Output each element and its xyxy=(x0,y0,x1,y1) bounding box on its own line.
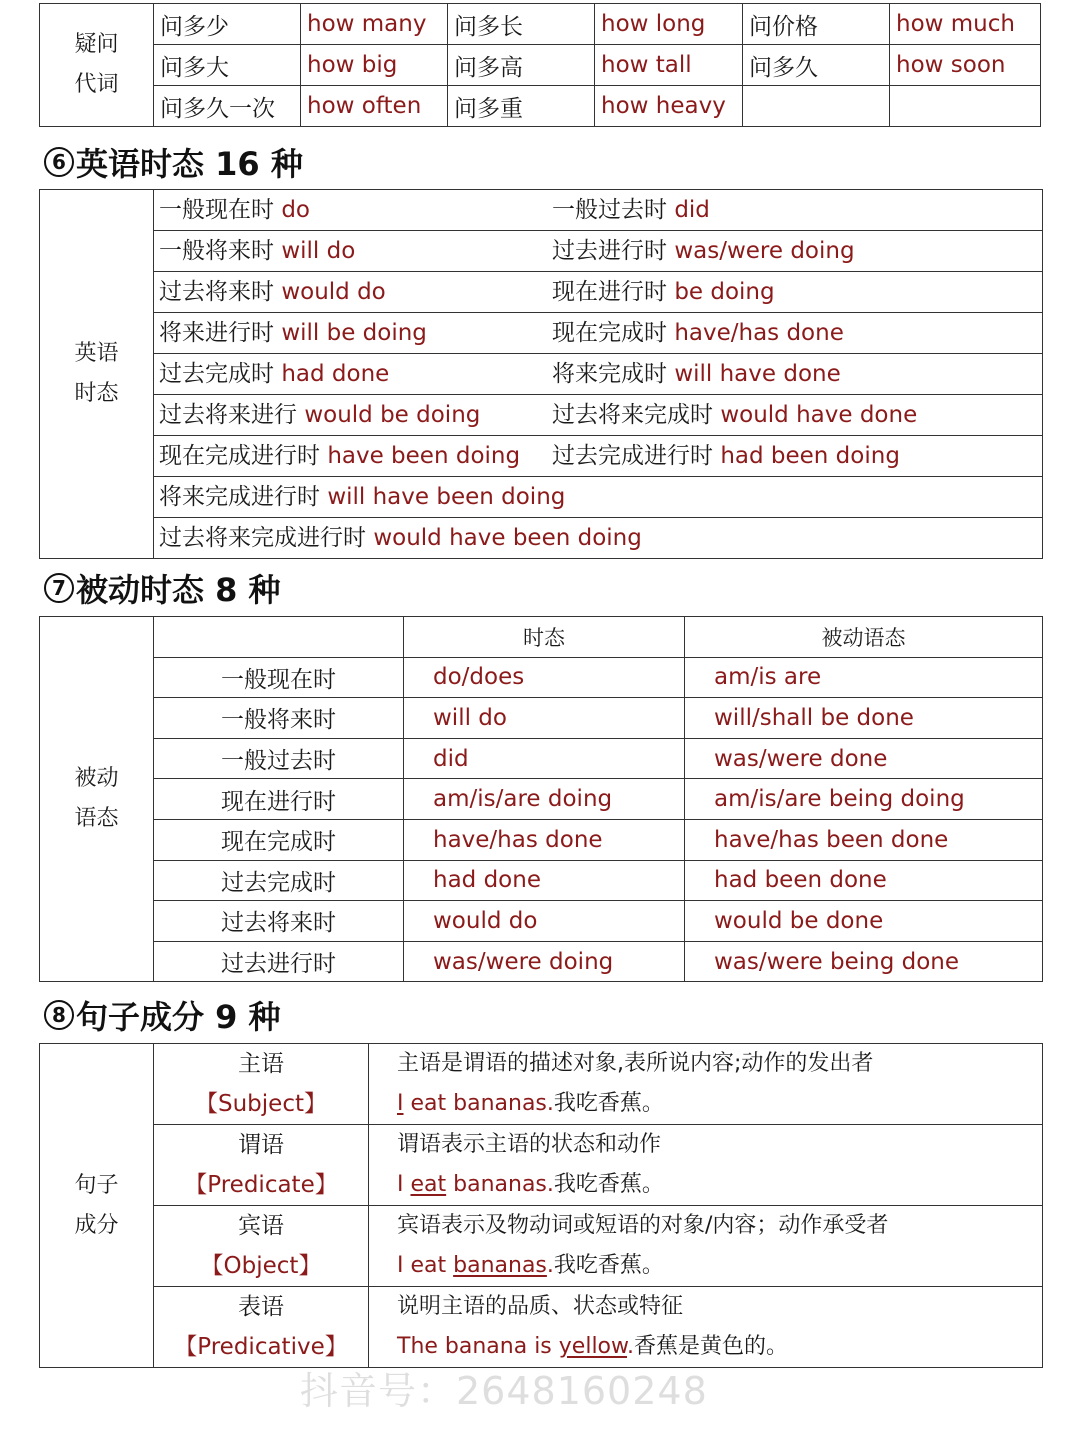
section-number: 8 xyxy=(44,1000,74,1030)
tense-en: have/has done xyxy=(674,320,844,346)
tense-row xyxy=(154,272,1043,313)
component-cn: 表语 xyxy=(238,1294,284,1320)
qw-empty xyxy=(890,86,1041,127)
tense-cn: 一般过去时 xyxy=(552,197,675,223)
tense-cn: 过去完成时 xyxy=(159,361,282,387)
tense-name: 过去将来时 xyxy=(154,901,404,942)
tense-en: would have been doing xyxy=(373,525,642,551)
tense-cn: 现在进行时 xyxy=(552,279,675,305)
tense-cn: 过去将来完成时 xyxy=(552,402,721,428)
tense-row xyxy=(154,354,1043,395)
component-cn: 宾语 xyxy=(238,1213,284,1239)
passive-header: 时态 xyxy=(404,617,685,658)
label-line-2: 成分 xyxy=(74,1212,119,1238)
tense-en: be doing xyxy=(674,279,775,305)
example-part: I eat xyxy=(397,1253,454,1278)
active-form: am/is/are doing xyxy=(404,779,685,820)
tense-en: would be doing xyxy=(304,402,481,428)
section-7-heading xyxy=(44,566,281,610)
tense-cn: 将来进行时 xyxy=(159,320,282,346)
tense-name: 过去进行时 xyxy=(154,941,404,982)
qw-cn: 问多久 xyxy=(743,45,890,86)
qw-cn: 问多久一次 xyxy=(154,86,301,127)
example-part: eat bananas. xyxy=(403,1091,554,1116)
example-highlight: I xyxy=(397,1091,404,1116)
tense-en: would do xyxy=(281,279,386,305)
label-line-1: 疑问 xyxy=(74,32,119,57)
component-name xyxy=(154,1044,369,1125)
example-part: . xyxy=(546,1253,554,1278)
active-form: have/has done xyxy=(404,819,685,860)
tense-en: did xyxy=(674,197,710,223)
tense-cn: 过去将来进行 xyxy=(159,402,305,428)
label-line-2: 语态 xyxy=(74,806,119,832)
section-number: 6 xyxy=(44,147,74,177)
passive-form: am/is are xyxy=(685,657,1043,698)
example-part: . xyxy=(627,1334,634,1359)
component-en: 【Subject】 xyxy=(195,1091,327,1117)
tense-name: 一般现在时 xyxy=(154,657,404,698)
qw-en: how many xyxy=(301,4,448,45)
label-line-2: 时态 xyxy=(74,381,119,406)
passive-form: had been done xyxy=(685,860,1043,901)
components-label xyxy=(40,1044,154,1368)
label-line-2: 代词 xyxy=(74,72,119,97)
example-sentence xyxy=(397,1246,1042,1286)
question-words-label xyxy=(40,4,154,127)
example-part: The banana is xyxy=(397,1334,559,1359)
example-highlight: bananas xyxy=(453,1253,547,1278)
tense-row xyxy=(154,518,1043,559)
active-form: would do xyxy=(404,901,685,942)
example-highlight: yellow xyxy=(558,1334,627,1359)
tense-en: do xyxy=(281,197,310,223)
component-cn: 谓语 xyxy=(238,1132,284,1158)
example-translation: 我吃香蕉。 xyxy=(553,1091,664,1116)
section-title: 句子成分 9 种 xyxy=(76,998,281,1036)
tense-row xyxy=(154,395,1043,436)
qw-cn: 问多大 xyxy=(154,45,301,86)
component-desc xyxy=(369,1125,1043,1206)
qw-en: how heavy xyxy=(595,86,743,127)
desc-text: 谓语表示主语的状态和动作 xyxy=(397,1132,662,1157)
tense-en: would have done xyxy=(720,402,918,428)
tense-name: 现在进行时 xyxy=(154,779,404,820)
active-form: did xyxy=(404,738,685,779)
passive-form: will/shall be done xyxy=(685,698,1043,739)
qw-cn: 问多重 xyxy=(448,86,595,127)
tense-en: have been doing xyxy=(327,443,521,469)
qw-en: how long xyxy=(595,4,743,45)
tense-cn: 现在完成进行时 xyxy=(159,443,328,469)
active-form: do/does xyxy=(404,657,685,698)
example-sentence xyxy=(397,1165,1042,1205)
component-desc xyxy=(369,1206,1043,1287)
tense-en: was/were doing xyxy=(674,238,855,264)
passive-form: was/were being done xyxy=(685,941,1043,982)
tense-row xyxy=(154,477,1043,518)
component-name xyxy=(154,1287,369,1368)
example-translation: 我吃香蕉。 xyxy=(553,1172,664,1197)
section-title: 被动时态 8 种 xyxy=(76,571,281,609)
tense-cn: 过去进行时 xyxy=(552,238,675,264)
desc-text: 宾语表示及物动词或短语的对象/内容；动作承受者 xyxy=(397,1213,889,1238)
section-number: 7 xyxy=(44,573,74,603)
section-8-heading xyxy=(44,993,281,1037)
tense-en: will do xyxy=(281,238,356,264)
qw-en: how big xyxy=(301,45,448,86)
sentence-components-table xyxy=(39,1043,1043,1368)
tense-name: 一般将来时 xyxy=(154,698,404,739)
component-desc xyxy=(369,1287,1043,1368)
example-part: bananas. xyxy=(446,1172,554,1197)
tense-cn: 将来完成时 xyxy=(552,361,675,387)
qw-cn: 问多少 xyxy=(154,4,301,45)
tense-row xyxy=(154,436,1043,477)
component-cn: 主语 xyxy=(238,1051,284,1077)
example-sentence xyxy=(397,1084,1042,1124)
component-name xyxy=(154,1206,369,1287)
desc-text: 主语是谓语的描述对象,表所说内容;动作的发出者 xyxy=(397,1051,874,1076)
tense-cn: 一般现在时 xyxy=(159,197,282,223)
component-en: 【Predicative】 xyxy=(174,1334,348,1360)
passive-label xyxy=(40,617,154,982)
watermark: 抖音号：2648160248 xyxy=(300,1369,708,1413)
qw-en: how much xyxy=(890,4,1041,45)
active-form: will do xyxy=(404,698,685,739)
tense-cn: 现在完成时 xyxy=(552,320,675,346)
passive-table xyxy=(39,616,1043,982)
section-title: 英语时态 16 种 xyxy=(76,145,303,183)
component-en: 【Object】 xyxy=(200,1253,322,1279)
qw-cn: 问价格 xyxy=(743,4,890,45)
tense-cn: 过去将来完成进行时 xyxy=(159,525,374,551)
tense-row xyxy=(154,190,1043,231)
component-name xyxy=(154,1125,369,1206)
active-form: was/were doing xyxy=(404,941,685,982)
passive-form: would be done xyxy=(685,901,1043,942)
example-translation: 香蕉是黄色的。 xyxy=(634,1334,789,1359)
label-line-1: 英语 xyxy=(74,341,119,366)
qw-empty xyxy=(743,86,890,127)
tense-en: will have been doing xyxy=(327,484,566,510)
tense-row xyxy=(154,313,1043,354)
tense-name: 过去完成时 xyxy=(154,860,404,901)
component-desc xyxy=(369,1044,1043,1125)
qw-cn: 问多高 xyxy=(448,45,595,86)
tense-name: 现在完成时 xyxy=(154,819,404,860)
tense-cn: 过去完成进行时 xyxy=(552,443,721,469)
tense-cn: 一般将来时 xyxy=(159,238,282,264)
component-en: 【Predicate】 xyxy=(184,1172,338,1198)
qw-en: how soon xyxy=(890,45,1041,86)
section-6-heading xyxy=(44,140,303,184)
passive-form: have/has been done xyxy=(685,819,1043,860)
desc-text: 说明主语的品质、状态或特征 xyxy=(397,1294,684,1319)
example-part: I xyxy=(397,1172,411,1197)
tense-en: will have done xyxy=(674,361,841,387)
active-form: had done xyxy=(404,860,685,901)
passive-header xyxy=(154,617,404,658)
tense-name: 一般过去时 xyxy=(154,738,404,779)
example-highlight: eat xyxy=(410,1172,447,1197)
tense-en: will be doing xyxy=(281,320,427,346)
tenses-table xyxy=(39,189,1043,559)
tense-en: had been doing xyxy=(720,443,900,469)
qw-en: how tall xyxy=(595,45,743,86)
passive-form: was/were done xyxy=(685,738,1043,779)
tense-cn: 将来完成进行时 xyxy=(159,484,328,510)
passive-form: am/is/are being doing xyxy=(685,779,1043,820)
example-translation: 我吃香蕉。 xyxy=(553,1253,664,1278)
question-words-table xyxy=(39,3,1041,127)
tense-cn: 过去将来时 xyxy=(159,279,282,305)
label-line-1: 被动 xyxy=(74,766,119,792)
tense-en: had done xyxy=(281,361,390,387)
qw-en: how often xyxy=(301,86,448,127)
tenses-label xyxy=(40,190,154,559)
tense-row xyxy=(154,231,1043,272)
qw-cn: 问多长 xyxy=(448,4,595,45)
passive-header: 被动语态 xyxy=(685,617,1043,658)
label-line-1: 句子 xyxy=(74,1172,119,1198)
